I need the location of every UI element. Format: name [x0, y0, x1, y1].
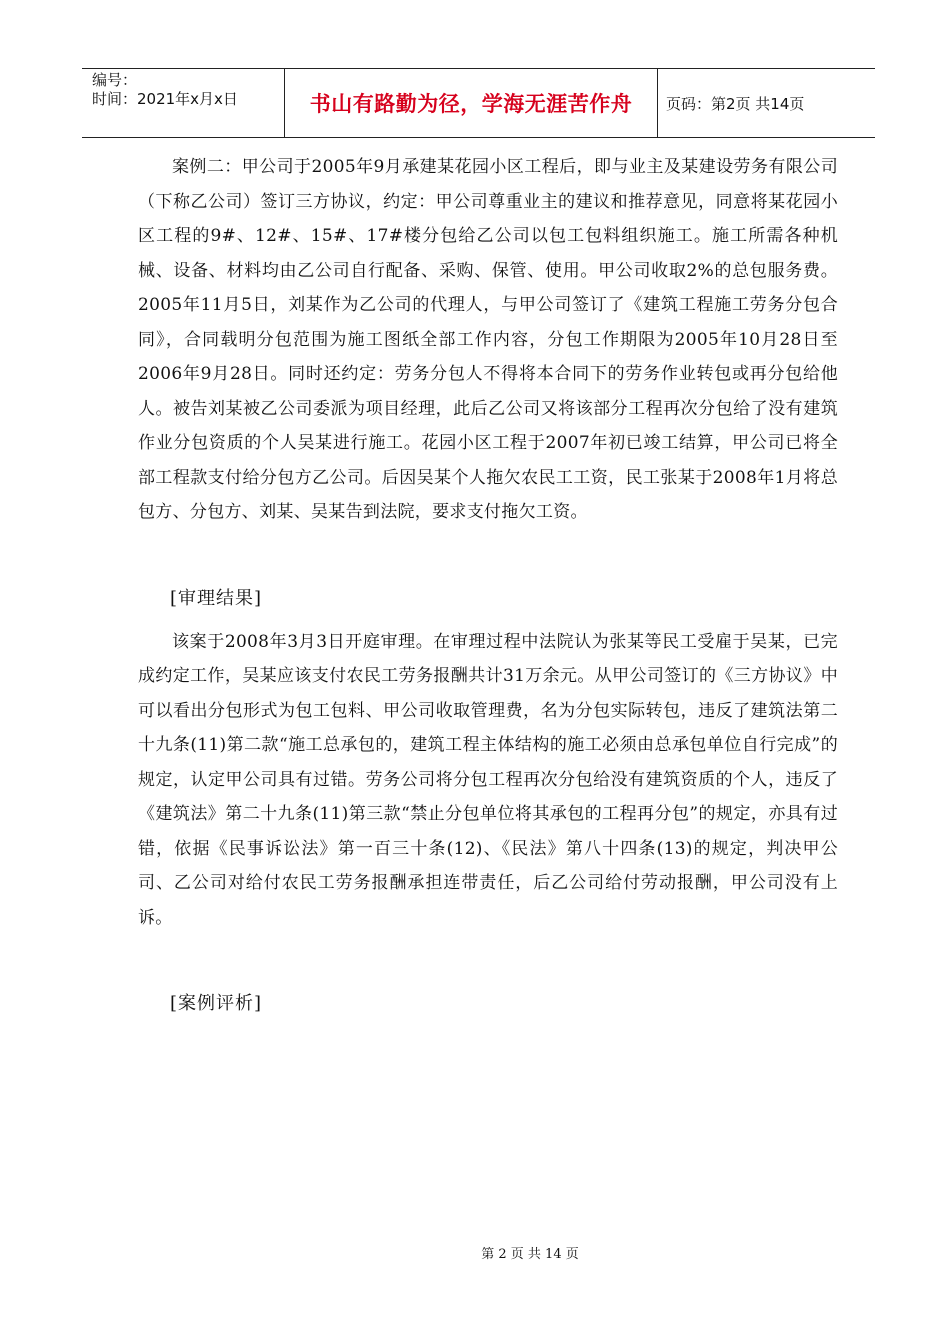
trial-result-paragraph: 该案于2008年3月3日开庭审理。在审理过程中法院认为张某等民工受雇于吴某，已完成约定工作，吴某应该支付农民工劳务报酬共计31万余元。从甲公司签订的《三方协议》中可以看出分包形式为包工包料、甲公司收取管理费，名为分包实际转包，违反了建筑法第二十九条(11)第二款“施工总承包的，建筑工程主体结构的施工必须由总承包单位自行完成”的规定，认定甲公司具有过错。劳务公司将分包工程再次分包给没有建筑资质的个人，违反了《建筑法》第二十九条(11)第三款“禁止分包单位将其承包的工程再分包”的规定，亦具有过错，依据《民事诉讼法》第一百三十条(12)、《民法》第八十四条(13)的规定，判决甲公司、乙公司对给付农民工劳务报酬承担连带责任，后乙公司给付劳动报酬，甲公司没有上诉。: [138, 631, 838, 928]
document-number-label: 编号：: [92, 71, 138, 89]
case-review-heading: [案例评析]: [170, 993, 263, 1014]
header-page-number: 页码：第2页 共14页: [666, 94, 805, 113]
page-header: [82, 68, 875, 138]
header-meta: [82, 69, 285, 137]
header-motto: 书山有路勤为径，学海无涯苦作舟: [285, 69, 658, 137]
case-paragraph: 案例二：甲公司于2005年9月承建某花园小区工程后，即与业主及某建设劳务有限公司（下称乙公司）签订三方协议，约定：甲公司尊重业主的建议和推荐意见，同意将某花园小区工程的9#、12#、15#、17#楼分包给乙公司以包工包料组织施工。施工所需各种机械、设备、材料均由乙公司自行配备、采购、保管、使用。甲公司收取2%的总包服务费。2005年11月5日，刘某作为乙公司的代理人，与甲公司签订了《建筑工程施工劳务分包合同》，合同载明分包范围为施工图纸全部工作内容，分包工作期限为2005年10月28日至2006年9月28日。同时还约定：劳务分包人不得将本合同下的劳务作业转包或再分包给他人。被告刘某被乙公司委派为项目经理，此后乙公司又将该部分工程再次分包给了没有建筑作业分包资质的个人吴某进行施工。花园小区工程于2007年初已竣工结算，甲公司已将全部工程款支付给分包方乙公司。后因吴某个人拖欠农民工工资，民工张某于2008年1月将总包方、分包方、刘某、吴某告到法院，要求支付拖欠工资。: [138, 157, 838, 522]
document-time-label: 时间：2021年x月x日: [92, 90, 238, 108]
page-footer: 第 2 页 共 14 页: [481, 1247, 579, 1262]
trial-result-heading: [审理结果]: [170, 587, 263, 609]
document-body: [138, 150, 838, 1021]
